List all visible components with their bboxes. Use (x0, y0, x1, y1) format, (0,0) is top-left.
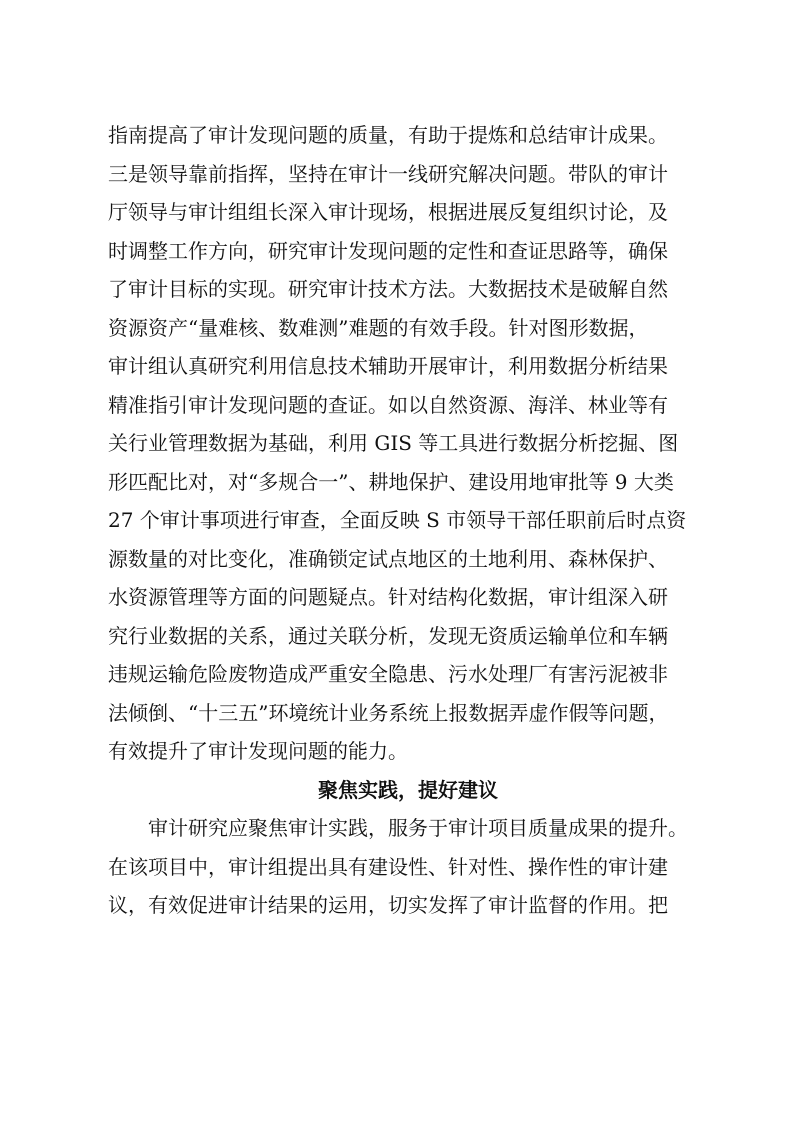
text-line: 违规运输危险废物造成严重安全隐患、污水处理厂有害污泥被非 (108, 662, 668, 686)
text-line: 27 个审计事项进行审查，全面反映 S 市领导干部任职前后时点资 (108, 508, 687, 532)
text-line: 审计组认真研究利用信息技术辅助开展审计，利用数据分析结果 (108, 354, 668, 378)
text-line: 源数量的对比变化，准确锁定试点地区的土地利用、森林保护、 (108, 546, 668, 571)
section-heading: 聚焦实践，提好建议 (318, 777, 498, 802)
text-line: 审计研究应聚焦审计实践，服务于审计项目质量成果的提升。 (148, 816, 688, 840)
paragraph-1 (108, 116, 708, 771)
paragraph-2 (108, 809, 708, 925)
text-line: 议，有效促进审计结果的运用，切实发挥了审计监督的作用。把 (108, 893, 668, 917)
text-line: 精准指引审计发现问题的查证。如以自然资源、海洋、林业等有 (108, 392, 668, 417)
text-line: 究行业数据的关系，通过关联分析，发现无资质运输单位和车辆 (108, 623, 668, 648)
text-line: 形匹配比对，对“多规合一”、耕地保护、建设用地审批等 9 大类 (108, 469, 674, 494)
text-line: 三是领导靠前指挥，坚持在审计一线研究解决问题。带队的审计 (108, 161, 668, 186)
text-line: 了审计目标的实现。研究审计技术方法。大数据技术是破解自然 (108, 277, 668, 301)
text-line: 时调整工作方向，研究审计发现问题的定性和查证思路等，确保 (108, 238, 668, 263)
text-line: 水资源管理等方面的问题疑点。针对结构化数据，审计组深入研 (108, 585, 668, 609)
text-line: 法倾倒、“十三五”环境统计业务系统上报数据弄虚作假等问题， (108, 700, 669, 725)
text-line: 关行业管理数据为基础，利用 GIS 等工具进行数据分析挖掘、图 (108, 431, 679, 455)
text-line: 指南提高了审计发现问题的质量，有助于提炼和总结审计成果。 (108, 123, 668, 147)
text-line: 资源资产“量难核、数难测”难题的有效手段。针对图形数据， (108, 315, 649, 340)
text-line: 在该项目中，审计组提出具有建设性、针对性、操作性的审计建 (108, 854, 668, 879)
text-line: 有效提升了审计发现问题的能力。 (108, 739, 408, 763)
body-text (108, 116, 708, 925)
text-line: 厅领导与审计组组长深入审计现场，根据进展反复组织讨论，及 (108, 200, 668, 224)
